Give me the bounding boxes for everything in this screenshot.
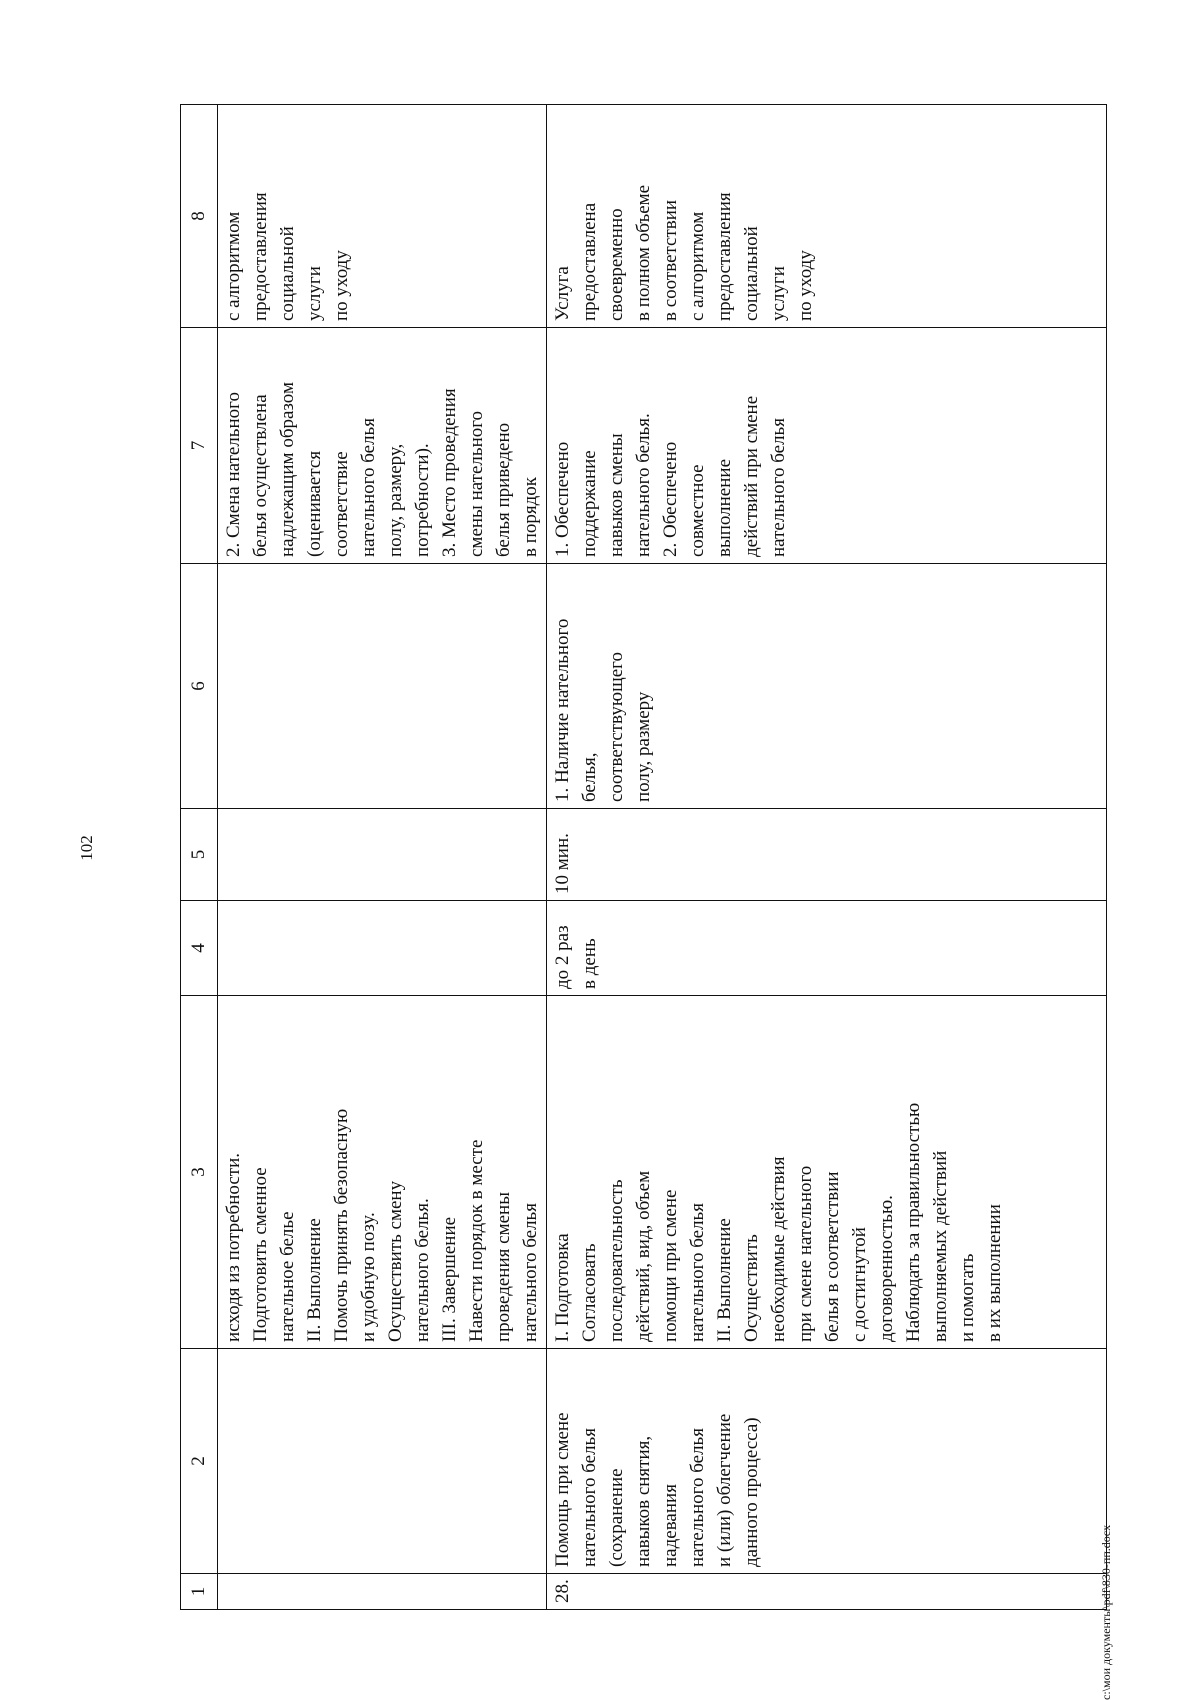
col-header-5: 5 [181, 809, 218, 901]
cell-text-line: выполнение [714, 458, 735, 557]
cell-number [218, 1574, 547, 1610]
cell-frequency [547, 901, 1107, 996]
cell-text-line: III. Завершение [439, 1216, 460, 1342]
cell-frequency [218, 901, 547, 996]
cell-text-line: соответствующего [606, 652, 627, 802]
rotated-table-wrapper [180, 105, 1100, 1610]
cell-conditions [547, 564, 1107, 809]
cell-assessment [218, 105, 547, 328]
cell-text-line: II. Выполнение [304, 1218, 325, 1342]
cell-service-name [547, 1349, 1107, 1574]
cell-text-line: действий, вид, объем [633, 1170, 654, 1342]
cell-text-line: с достигнутой [849, 1227, 870, 1342]
cell-text-line: исходя из потребности. [223, 1152, 244, 1342]
cell-text-line: соответствие [331, 451, 352, 557]
table-row [547, 105, 1107, 1610]
cell-text-line: совместное [687, 464, 708, 557]
cell-text-line: 2. Обеспечено [660, 441, 681, 557]
cell-text-line: нательного белья [358, 418, 379, 557]
cell-text-line: нательное белье [277, 1211, 298, 1342]
cell-text-line: надлежащим образом [277, 382, 298, 557]
services-table [180, 104, 1107, 1610]
col-header-4: 4 [181, 901, 218, 996]
cell-text-line: договоренностью. [876, 1195, 897, 1342]
cell-text-line: данного процесса) [741, 1417, 762, 1567]
cell-text-line: Помощь при смене [552, 1412, 573, 1567]
cell-text-line: Помочь принять безопасную [331, 1108, 352, 1342]
cell-text-line: услуги [304, 266, 325, 321]
cell-text-line: при смене нательного [795, 1165, 816, 1342]
cell-quality-indicators [547, 328, 1107, 564]
cell-text-line: навыков смены [606, 433, 627, 557]
cell-text-line: в соответствии [660, 199, 681, 321]
cell-text-line: Осуществить смену [385, 1180, 406, 1342]
cell-duration: 10 мин. [547, 809, 1107, 901]
cell-duration [218, 809, 547, 901]
cell-text-line: I. Подготовка [552, 1233, 573, 1342]
cell-text-line: 1. Наличие нательного [552, 618, 573, 802]
cell-text-line: (оценивается [304, 450, 325, 557]
cell-service-description [218, 996, 547, 1349]
cell-text-line: действий при смене [741, 395, 762, 557]
cell-text-line: потребности). [412, 443, 433, 557]
cell-text-line: услуги [768, 266, 789, 321]
cell-text-line: социальной [741, 226, 762, 321]
cell-text-line: надевания [660, 1484, 681, 1567]
cell-text-line: и помогать [957, 1253, 978, 1342]
col-header-6: 6 [181, 564, 218, 809]
cell-text-line: нательного белья [687, 1203, 708, 1342]
cell-text-line: предоставлена [579, 202, 600, 321]
cell-text-line: в полном объеме [633, 184, 654, 321]
cell-text-line: Услуга [552, 266, 573, 321]
cell-text-line: 2. Смена нательного [223, 392, 244, 557]
cell-text-line: социальной [277, 226, 298, 321]
col-header-7: 7 [181, 328, 218, 564]
cell-assessment [547, 105, 1107, 328]
cell-text-line: нательного белья [768, 418, 789, 557]
cell-text-line: в день [579, 938, 600, 989]
cell-text-line: предоставления [714, 192, 735, 321]
cell-text-line: нательного белья. [633, 413, 654, 557]
cell-text-line: своевременно [606, 208, 627, 321]
cell-text-line: по уходу [331, 250, 352, 321]
cell-text-line: полу, размеру, [385, 443, 406, 557]
header-row [181, 105, 218, 1610]
cell-text-line: поддержание [579, 450, 600, 557]
cell-text-line: необходимые действия [768, 1156, 789, 1342]
cell-service-name [218, 1349, 547, 1574]
cell-text-line: выполняемых действий [930, 1150, 951, 1342]
cell-text-line: Навести порядок в месте [466, 1139, 487, 1342]
footer-file-path: c:\мои документы\pdf\830-пп.docx [1099, 1524, 1113, 1700]
cell-service-description [547, 996, 1107, 1349]
cell-text-line: Согласовать [579, 1243, 600, 1342]
cell-text-line: Наблюдать за правильностью [903, 1102, 924, 1342]
cell-text-line: в порядок [520, 476, 541, 557]
cell-text-line: (сохранение [606, 1468, 627, 1567]
cell-conditions [218, 564, 547, 809]
cell-text-line: белья осуществлена [250, 394, 271, 557]
cell-text-line: и (или) облегчение [714, 1413, 735, 1567]
cell-text-line: смены нательного [466, 410, 487, 557]
cell-text-line: белья в соответствии [822, 1171, 843, 1342]
table-row [218, 105, 547, 1610]
cell-text-line: Подготовить сменное [250, 1167, 271, 1342]
page-number: 102 [77, 835, 96, 861]
cell-text-line: до 2 раз [552, 925, 573, 989]
col-header-1: 1 [181, 1574, 218, 1610]
cell-text-line: предоставления [250, 192, 271, 321]
cell-text-line: проведения смены [493, 1192, 514, 1342]
cell-text-line: белья, [579, 752, 600, 802]
cell-text-line: последовательность [606, 1179, 627, 1342]
cell-text-line: Осуществить [741, 1234, 762, 1342]
cell-text-line: нательного белья [687, 1428, 708, 1567]
cell-text-line: помощи при смене [660, 1189, 681, 1342]
cell-text-line: в их выполнении [984, 1204, 1005, 1342]
cell-text-line: белья приведено [493, 422, 514, 557]
cell-text-line: 1. Обеспечено [552, 441, 573, 557]
cell-text-line: нательного белья [520, 1203, 541, 1342]
cell-text-line: навыков снятия, [633, 1435, 654, 1567]
cell-text-line: нательного белья [579, 1428, 600, 1567]
cell-text-line: нательного белья. [412, 1198, 433, 1342]
cell-text-line: 3. Место проведения [439, 388, 460, 557]
col-header-3: 3 [181, 996, 218, 1349]
cell-text-line: и удобную позу. [358, 1212, 379, 1342]
cell-text-line: с алгоритмом [687, 211, 708, 321]
cell-quality-indicators [218, 328, 547, 564]
cell-text-line: полу, размеру [633, 691, 654, 802]
cell-text-line: II. Выполнение [714, 1218, 735, 1342]
cell-text-line: с алгоритмом [223, 211, 244, 321]
cell-number: 28. [547, 1574, 1107, 1610]
col-header-8: 8 [181, 105, 218, 328]
cell-text-line: по уходу [795, 250, 816, 321]
col-header-2: 2 [181, 1349, 218, 1574]
